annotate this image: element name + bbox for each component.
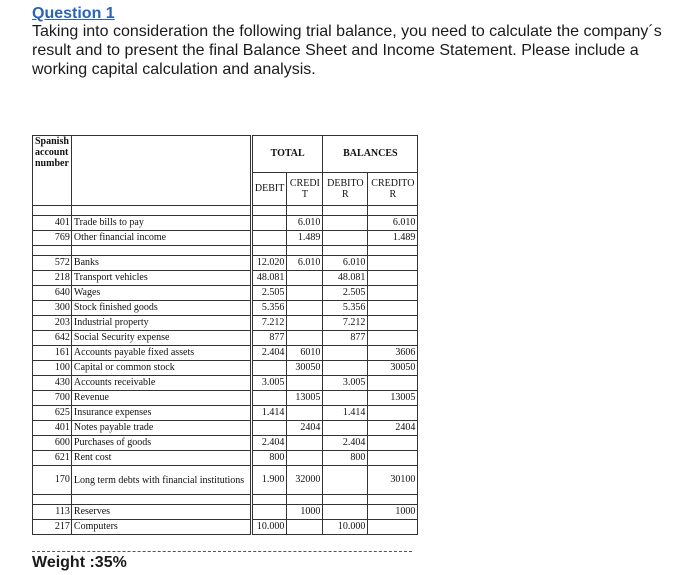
spacer-cell bbox=[33, 495, 72, 505]
cell-account-name: Computers bbox=[71, 520, 251, 535]
cell-account-code: 625 bbox=[33, 406, 72, 421]
cell-balance-debitor bbox=[323, 391, 368, 406]
cell-total-credit bbox=[287, 436, 323, 451]
cell-total-debit bbox=[251, 421, 286, 436]
cell-balance-debitor bbox=[323, 231, 368, 246]
cell-total-credit bbox=[287, 271, 323, 286]
table-row bbox=[33, 256, 418, 271]
header-total: TOTAL bbox=[251, 136, 322, 173]
spacer-cell bbox=[251, 206, 286, 216]
cell-balance-creditor: 1000 bbox=[368, 505, 418, 520]
cell-account-name: Revenue bbox=[71, 391, 251, 406]
cell-total-debit: 10.000 bbox=[251, 520, 286, 535]
table-row bbox=[33, 466, 418, 495]
table-row bbox=[33, 271, 418, 286]
table-row bbox=[33, 331, 418, 346]
cell-balance-debitor: 5.356 bbox=[323, 301, 368, 316]
cell-account-name: Long term debts with financial institutions bbox=[71, 466, 251, 495]
cell-account-name: Social Security expense bbox=[71, 331, 251, 346]
cell-total-debit: 2.505 bbox=[251, 286, 286, 301]
cell-balance-debitor bbox=[323, 421, 368, 436]
cell-balance-creditor bbox=[368, 331, 418, 346]
cell-account-name: Rent cost bbox=[71, 451, 251, 466]
cell-balance-debitor: 6.010 bbox=[323, 256, 368, 271]
cell-account-name: Other financial income bbox=[71, 231, 251, 246]
table-row bbox=[33, 391, 418, 406]
cell-account-code: 161 bbox=[33, 346, 72, 361]
header-debit: DEBIT bbox=[251, 173, 286, 206]
header-spanish-account-number: Spanish account number bbox=[33, 136, 72, 206]
cell-total-credit: 6.010 bbox=[287, 216, 323, 231]
table-row bbox=[33, 301, 418, 316]
cell-account-code: 203 bbox=[33, 316, 72, 331]
cell-total-debit bbox=[251, 391, 286, 406]
cell-balance-debitor: 7.212 bbox=[323, 316, 368, 331]
cell-balance-creditor: 2404 bbox=[368, 421, 418, 436]
spacer-cell bbox=[71, 206, 251, 216]
cell-account-name: Banks bbox=[71, 256, 251, 271]
cell-balance-creditor bbox=[368, 316, 418, 331]
cell-total-debit bbox=[251, 231, 286, 246]
trial-balance-table-wrapper bbox=[32, 135, 418, 535]
cell-account-name: Reserves bbox=[71, 505, 251, 520]
cell-balance-debitor: 2.505 bbox=[323, 286, 368, 301]
cell-account-name: Wages bbox=[71, 286, 251, 301]
cell-total-debit: 2.404 bbox=[251, 436, 286, 451]
cell-total-credit: 1.489 bbox=[287, 231, 323, 246]
bottom-dashed-divider bbox=[32, 551, 412, 552]
table-row bbox=[33, 231, 418, 246]
trial-balance-table bbox=[32, 135, 418, 535]
cell-balance-creditor: 3606 bbox=[368, 346, 418, 361]
cell-account-name: Capital or common stock bbox=[71, 361, 251, 376]
cell-total-credit: 6010 bbox=[287, 346, 323, 361]
spacer-cell bbox=[323, 246, 368, 256]
spacer-cell bbox=[287, 206, 323, 216]
cell-account-code: 113 bbox=[33, 505, 72, 520]
cell-balance-debitor: 10.000 bbox=[323, 520, 368, 535]
cell-account-code: 600 bbox=[33, 436, 72, 451]
cell-balance-debitor bbox=[323, 505, 368, 520]
cell-balance-creditor: 13005 bbox=[368, 391, 418, 406]
cell-account-code: 100 bbox=[33, 361, 72, 376]
cell-total-debit bbox=[251, 505, 286, 520]
cell-account-code: 218 bbox=[33, 271, 72, 286]
cell-account-code: 572 bbox=[33, 256, 72, 271]
cell-balance-debitor: 48.081 bbox=[323, 271, 368, 286]
cell-balance-debitor: 3.005 bbox=[323, 376, 368, 391]
header-balances: BALANCES bbox=[323, 136, 418, 173]
cell-account-code: 401 bbox=[33, 421, 72, 436]
cell-balance-debitor: 2.404 bbox=[323, 436, 368, 451]
cell-account-name: Insurance expenses bbox=[71, 406, 251, 421]
cell-total-credit: 1000 bbox=[287, 505, 323, 520]
spacer-cell bbox=[251, 495, 286, 505]
table-row bbox=[33, 216, 418, 231]
cell-total-credit bbox=[287, 376, 323, 391]
group-spacer-row bbox=[33, 246, 418, 256]
spacer-cell bbox=[287, 246, 323, 256]
cell-total-credit: 6.010 bbox=[287, 256, 323, 271]
cell-total-credit bbox=[287, 316, 323, 331]
table-row bbox=[33, 286, 418, 301]
table-row bbox=[33, 316, 418, 331]
cell-total-credit bbox=[287, 286, 323, 301]
cell-total-debit: 48.081 bbox=[251, 271, 286, 286]
header-creditor: CREDITO R bbox=[368, 173, 418, 206]
cell-account-name: Notes payable trade bbox=[71, 421, 251, 436]
table-row bbox=[33, 406, 418, 421]
spacer-cell bbox=[323, 495, 368, 505]
spacer-cell bbox=[33, 246, 72, 256]
question-weight: Weight :35% bbox=[32, 554, 127, 571]
cell-balance-creditor: 6.010 bbox=[368, 216, 418, 231]
cell-account-name: Accounts receivable bbox=[71, 376, 251, 391]
spacer-cell bbox=[368, 495, 418, 505]
cell-balance-creditor: 30050 bbox=[368, 361, 418, 376]
cell-account-code: 401 bbox=[33, 216, 72, 231]
question-text: Taking into consideration the following trial balance, you need to calculate the company´s result and to present the final Balance Sheet and Income Statement. Please include a working capital calculation and analysis. bbox=[32, 23, 662, 78]
cell-account-code: 621 bbox=[33, 451, 72, 466]
cell-account-code: 700 bbox=[33, 391, 72, 406]
cell-total-credit: 32000 bbox=[287, 466, 323, 495]
cell-total-debit: 3.005 bbox=[251, 376, 286, 391]
cell-total-debit bbox=[251, 361, 286, 376]
table-row bbox=[33, 361, 418, 376]
cell-account-code: 170 bbox=[33, 466, 72, 495]
cell-total-credit: 2404 bbox=[287, 421, 323, 436]
cell-account-name: Industrial property bbox=[71, 316, 251, 331]
cell-total-debit bbox=[251, 216, 286, 231]
cell-total-debit: 5.356 bbox=[251, 301, 286, 316]
cell-total-credit bbox=[287, 301, 323, 316]
cell-balance-creditor: 30100 bbox=[368, 466, 418, 495]
group-spacer-row bbox=[33, 495, 418, 505]
cell-balance-creditor bbox=[368, 406, 418, 421]
cell-account-code: 640 bbox=[33, 286, 72, 301]
spacer-cell bbox=[71, 246, 251, 256]
cell-total-debit: 1.900 bbox=[251, 466, 286, 495]
cell-balance-debitor bbox=[323, 346, 368, 361]
cell-account-code: 642 bbox=[33, 331, 72, 346]
table-row bbox=[33, 346, 418, 361]
question-heading: Question 1 bbox=[32, 5, 115, 22]
spacer-cell bbox=[251, 246, 286, 256]
cell-total-debit: 2.404 bbox=[251, 346, 286, 361]
cell-balance-creditor bbox=[368, 451, 418, 466]
cell-balance-creditor bbox=[368, 520, 418, 535]
cell-account-code: 430 bbox=[33, 376, 72, 391]
cell-balance-creditor bbox=[368, 271, 418, 286]
cell-total-credit: 30050 bbox=[287, 361, 323, 376]
cell-account-name: Purchases of goods bbox=[71, 436, 251, 451]
cell-total-credit bbox=[287, 406, 323, 421]
cell-balance-debitor: 877 bbox=[323, 331, 368, 346]
cell-balance-debitor bbox=[323, 361, 368, 376]
cell-balance-debitor bbox=[323, 466, 368, 495]
spacer-cell bbox=[368, 206, 418, 216]
table-row bbox=[33, 376, 418, 391]
cell-total-credit bbox=[287, 520, 323, 535]
group-spacer-row bbox=[33, 206, 418, 216]
cell-balance-creditor bbox=[368, 256, 418, 271]
cell-total-credit bbox=[287, 451, 323, 466]
cell-account-name: Trade bills to pay bbox=[71, 216, 251, 231]
cell-total-credit bbox=[287, 331, 323, 346]
table-row bbox=[33, 520, 418, 535]
cell-total-debit: 877 bbox=[251, 331, 286, 346]
cell-balance-debitor: 800 bbox=[323, 451, 368, 466]
cell-balance-debitor bbox=[323, 216, 368, 231]
cell-account-name: Stock finished goods bbox=[71, 301, 251, 316]
cell-account-code: 300 bbox=[33, 301, 72, 316]
cell-balance-creditor bbox=[368, 301, 418, 316]
header-credit: CREDI T bbox=[287, 173, 323, 206]
spacer-cell bbox=[287, 495, 323, 505]
cell-account-name: Transport vehicles bbox=[71, 271, 251, 286]
cell-balance-creditor: 1.489 bbox=[368, 231, 418, 246]
table-row bbox=[33, 436, 418, 451]
spacer-cell bbox=[323, 206, 368, 216]
cell-total-debit: 1.414 bbox=[251, 406, 286, 421]
cell-account-code: 769 bbox=[33, 231, 72, 246]
cell-total-debit: 7.212 bbox=[251, 316, 286, 331]
cell-account-name: Accounts payable fixed assets bbox=[71, 346, 251, 361]
cell-account-code: 217 bbox=[33, 520, 72, 535]
cell-total-debit: 12.020 bbox=[251, 256, 286, 271]
cell-total-credit: 13005 bbox=[287, 391, 323, 406]
table-row bbox=[33, 421, 418, 436]
cell-balance-creditor bbox=[368, 376, 418, 391]
header-account-name bbox=[71, 136, 251, 206]
table-row bbox=[33, 505, 418, 520]
spacer-cell bbox=[33, 206, 72, 216]
header-debitor: DEBITO R bbox=[323, 173, 368, 206]
cell-balance-debitor: 1.414 bbox=[323, 406, 368, 421]
spacer-cell bbox=[368, 246, 418, 256]
table-header-row-1 bbox=[33, 136, 418, 173]
table-row bbox=[33, 451, 418, 466]
cell-balance-creditor bbox=[368, 286, 418, 301]
spacer-cell bbox=[71, 495, 251, 505]
cell-total-debit: 800 bbox=[251, 451, 286, 466]
cell-balance-creditor bbox=[368, 436, 418, 451]
